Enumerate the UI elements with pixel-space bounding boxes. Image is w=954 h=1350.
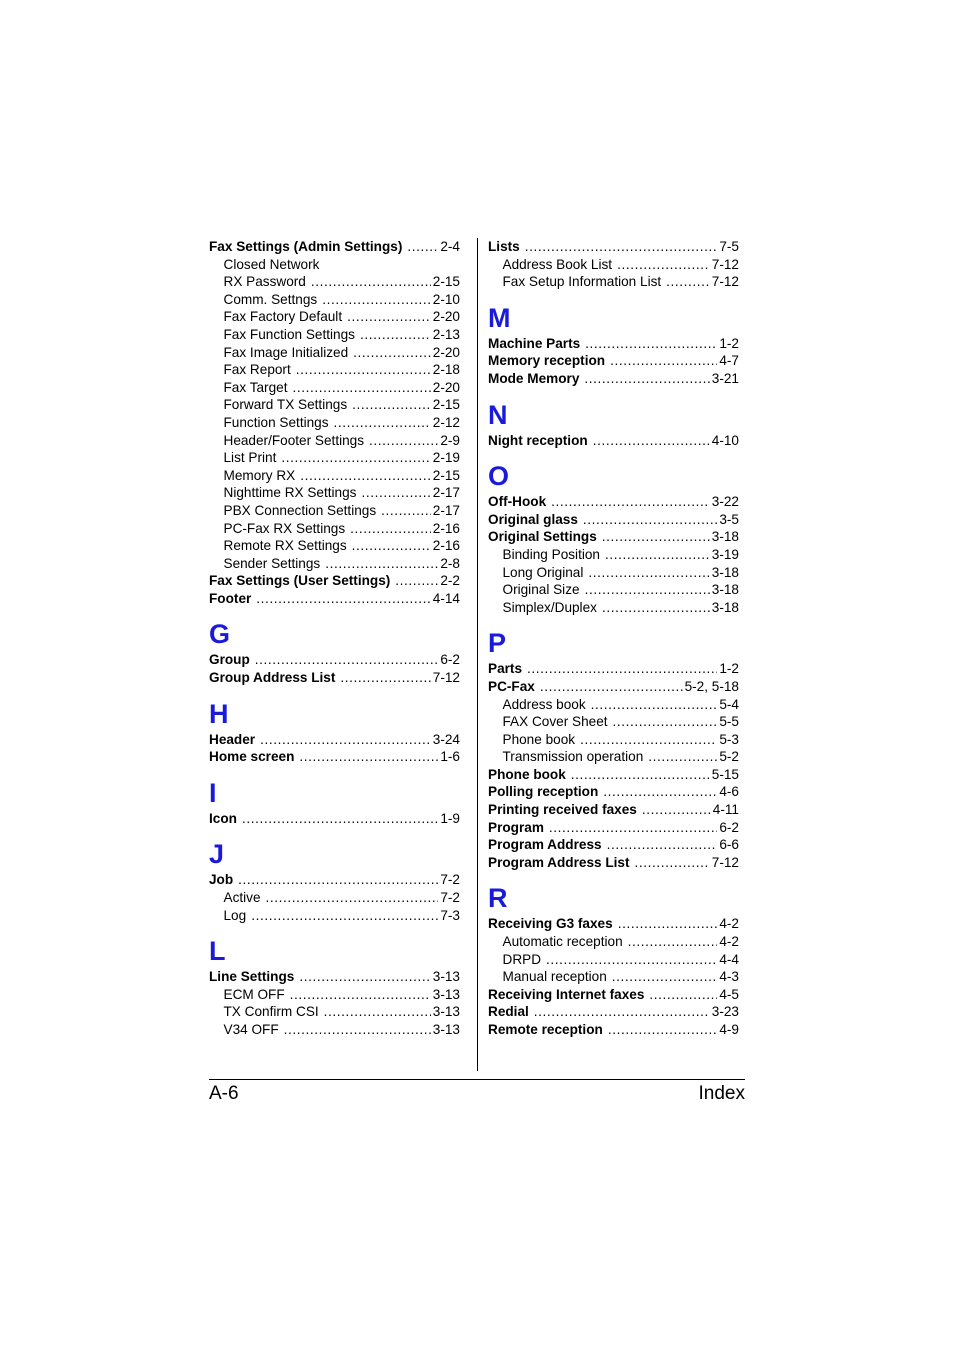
entry-page-ref: 4-6 [719, 784, 739, 800]
entry-term: Binding Position [502, 546, 600, 562]
entry-page-ref: 5-2 [719, 749, 739, 765]
dot-leader [549, 819, 717, 837]
dot-leader [585, 335, 717, 353]
dot-leader [350, 520, 431, 538]
dot-leader [334, 414, 431, 432]
entry-term: Active [223, 890, 261, 906]
entry-page-ref: 3-22 [711, 494, 739, 510]
entry-term: Parts [488, 661, 523, 677]
entry-term: Address book [502, 696, 586, 712]
entry-page-ref: 7-12 [432, 670, 460, 686]
index-entry [488, 238, 739, 256]
dot-leader [369, 432, 438, 450]
index-subentry [488, 256, 739, 274]
entry-page-ref: 2-15 [432, 467, 460, 483]
entry-page-ref: 2-15 [432, 397, 460, 413]
entry-page-ref: 6-2 [719, 819, 739, 835]
index-subentry [488, 599, 739, 617]
entry-term: Lists [488, 239, 520, 254]
dot-leader [340, 669, 430, 687]
entry-page-ref: 2-10 [432, 291, 460, 307]
index-subentry [209, 291, 460, 309]
index-entry [488, 819, 739, 837]
dot-leader [593, 432, 710, 450]
index-entry [488, 528, 739, 546]
entry-page-ref: 2-13 [432, 326, 460, 342]
entry-term: Off-Hook [488, 494, 547, 510]
entry-term: Phone book [502, 731, 576, 747]
index-entry [488, 766, 739, 784]
index-entry [488, 1021, 739, 1039]
entry-term: Simplex/Duplex [502, 599, 597, 615]
dot-leader [299, 748, 438, 766]
entry-page-ref: 7-3 [440, 907, 460, 923]
index-entry [488, 783, 739, 801]
entry-term: Receiving Internet faxes [488, 986, 645, 1002]
index-entry [488, 986, 739, 1004]
index-subentry [209, 520, 460, 538]
dot-leader [284, 1021, 431, 1039]
index-subentry [488, 581, 739, 599]
entry-page-ref: 1-9 [440, 810, 460, 826]
index-subentry [209, 484, 460, 502]
entry-page-ref: 2-20 [432, 344, 460, 360]
entry-term: Phone book [488, 766, 566, 782]
entry-term: Header [209, 731, 256, 747]
entry-term: Remote RX Settings [223, 538, 347, 554]
entry-term: Original Size [502, 582, 580, 598]
dot-leader [648, 748, 717, 766]
dot-leader [361, 484, 430, 502]
entry-term: Fax Settings (User Settings) [209, 573, 391, 589]
entry-page-ref: 2-8 [440, 555, 460, 571]
entry-term: FAX Cover Sheet [502, 714, 608, 730]
dot-leader [584, 370, 709, 388]
index-letter-heading: M [488, 302, 511, 333]
entry-term: Memory reception [488, 353, 606, 369]
entry-term: RX Password [223, 274, 306, 290]
dot-leader [238, 871, 438, 889]
entry-term: TX Confirm CSI [223, 1004, 319, 1020]
index-entry [488, 352, 739, 370]
index-entry [209, 748, 460, 766]
index-subentry [209, 889, 460, 907]
dot-leader [649, 986, 717, 1004]
entry-term: Receiving G3 faxes [488, 916, 613, 932]
entry-page-ref: 2-4 [440, 239, 460, 254]
index-entry [209, 590, 460, 608]
dot-leader [605, 546, 710, 564]
index-entry [488, 432, 739, 450]
entry-term: Address Book List [502, 256, 613, 272]
index-subentry [209, 414, 460, 432]
dot-leader [260, 731, 431, 749]
entry-page-ref: 7-12 [711, 256, 739, 272]
entry-page-ref: 4-9 [719, 1022, 739, 1037]
index-subentry [209, 467, 460, 485]
index-subentry [488, 731, 739, 749]
entry-term: Night reception [488, 432, 588, 448]
entry-term: Home screen [209, 749, 295, 765]
index-entry [488, 801, 739, 819]
entry-term: Automatic reception [502, 934, 623, 950]
entry-term: Icon [209, 810, 237, 826]
index-subentry [209, 326, 460, 344]
entry-page-ref: 3-18 [711, 582, 739, 598]
index-letter-heading: P [488, 628, 507, 659]
index-subentry [209, 449, 460, 467]
entry-term: Forward TX Settings [223, 397, 348, 413]
entry-page-ref: 3-18 [711, 599, 739, 615]
entry-term: PC-Fax RX Settings [223, 520, 346, 536]
entry-page-ref: 4-11 [712, 802, 739, 818]
index-entry [488, 915, 739, 933]
dot-leader [281, 449, 430, 467]
dot-leader [322, 291, 431, 309]
dot-leader [580, 731, 717, 749]
index-letter-heading: L [209, 936, 226, 967]
entry-page-ref: 2-17 [432, 502, 460, 518]
dot-leader [255, 651, 439, 669]
entry-term: Manual reception [502, 969, 607, 985]
dot-leader [642, 801, 711, 819]
entry-page-ref: 4-5 [719, 986, 739, 1002]
dot-leader [608, 1021, 718, 1039]
dot-leader [588, 564, 709, 582]
entry-term: Remote reception [488, 1022, 603, 1037]
entry-page-ref: 2-17 [432, 485, 460, 501]
entry-term: Sender Settings [223, 555, 321, 571]
index-entry [488, 335, 739, 353]
index-subentry [209, 361, 460, 379]
dot-leader [360, 326, 431, 344]
dot-leader [546, 951, 717, 969]
index-subentry [209, 537, 460, 555]
dot-leader [527, 660, 717, 678]
dot-leader [395, 572, 438, 590]
entry-page-ref: 4-14 [432, 590, 460, 606]
entry-page-ref: 7-2 [440, 890, 460, 906]
entry-term: V34 OFF [223, 1022, 279, 1037]
dot-leader [296, 361, 431, 379]
index-entry [209, 669, 460, 687]
entry-page-ref: 3-24 [432, 731, 460, 747]
entry-page-ref: 2-18 [432, 362, 460, 378]
dot-leader [325, 555, 438, 573]
dot-leader [635, 854, 710, 872]
entry-page-ref: 2-15 [432, 274, 460, 290]
entry-page-ref: 2-19 [432, 450, 460, 466]
index-subentry [209, 907, 460, 925]
dot-leader [324, 1003, 431, 1021]
entry-term: List Print [223, 450, 277, 466]
dot-leader [352, 537, 431, 555]
entry-term: Transmission operation [502, 749, 644, 765]
entry-term: Program [488, 819, 544, 835]
entry-page-ref: 3-5 [719, 511, 739, 527]
dot-leader [551, 493, 710, 511]
entry-term: Nighttime RX Settings [223, 485, 357, 501]
entry-page-ref: 3-18 [711, 564, 739, 580]
entry-term: DRPD [502, 951, 542, 967]
index-subentry [209, 396, 460, 414]
entry-term: Fax Setup Information List [502, 274, 662, 290]
footer-page-number: A-6 [209, 1083, 239, 1104]
dot-leader [618, 915, 718, 933]
entry-page-ref: 5-4 [719, 696, 739, 712]
dot-leader [591, 696, 718, 714]
entry-page-ref: 3-18 [711, 529, 739, 545]
index-subentry [488, 696, 739, 714]
entry-term: Original glass [488, 511, 578, 527]
entry-page-ref: 7-12 [711, 274, 739, 290]
index-entry [209, 731, 460, 749]
index-entry [488, 1003, 739, 1021]
entry-term: ECM OFF [223, 986, 285, 1002]
entry-page-ref: 4-3 [719, 969, 739, 985]
index-subentry [209, 379, 460, 397]
dot-leader [628, 933, 718, 951]
entry-page-ref: 1-6 [440, 749, 460, 765]
index-entry [209, 968, 460, 986]
index-subentry [488, 951, 739, 969]
entry-page-ref: 3-19 [711, 546, 739, 562]
footer-rule [209, 1079, 745, 1080]
entry-term: Job [209, 872, 234, 888]
index-entry [209, 651, 460, 669]
index-letter-heading: G [209, 619, 231, 650]
dot-leader [602, 599, 710, 617]
index-entry [209, 871, 460, 889]
dot-leader [407, 238, 438, 256]
dot-leader [299, 968, 430, 986]
dot-leader [610, 352, 717, 370]
entry-page-ref: 5-3 [719, 731, 739, 747]
entry-term: Memory RX [223, 467, 296, 483]
dot-leader [612, 968, 718, 986]
entry-term: Redial [488, 1004, 529, 1020]
dot-leader [666, 273, 710, 291]
entry-term: Group Address List [209, 670, 336, 686]
entry-term: Footer [209, 590, 252, 606]
index-entry [488, 836, 739, 854]
entry-term: Fax Target [223, 379, 288, 395]
index-entry [488, 370, 739, 388]
dot-leader [571, 766, 710, 784]
index-entry [488, 678, 739, 696]
dot-leader [256, 590, 430, 608]
dot-leader [266, 889, 439, 907]
index-letter-heading: J [209, 839, 225, 870]
dot-leader [242, 810, 438, 828]
entry-page-ref: 3-23 [711, 1004, 739, 1020]
entry-term: Fax Factory Default [223, 309, 343, 325]
dot-leader [607, 836, 718, 854]
entry-page-ref: 1-2 [719, 661, 739, 677]
dot-leader [617, 256, 710, 274]
entry-page-ref: 2-20 [432, 309, 460, 325]
entry-page-ref: 2-12 [432, 414, 460, 430]
entry-term: Machine Parts [488, 335, 581, 351]
entry-term: Original Settings [488, 529, 597, 545]
entry-term: Log [223, 907, 247, 923]
dot-leader [292, 379, 430, 397]
entry-page-ref: 7-5 [719, 239, 739, 254]
dot-leader [300, 467, 431, 485]
entry-term: PBX Connection Settings [223, 502, 377, 518]
entry-page-ref: 6-6 [719, 837, 739, 853]
index-column-right [488, 238, 739, 1039]
index-subentry [488, 273, 739, 291]
entry-term: Polling reception [488, 784, 599, 800]
entry-page-ref: 3-13 [432, 1004, 460, 1020]
index-subentry [488, 933, 739, 951]
dot-leader [585, 581, 710, 599]
index-subentry [209, 1021, 460, 1039]
dot-leader [352, 396, 431, 414]
index-letter-heading: O [488, 461, 510, 492]
entry-term: Printing received faxes [488, 802, 637, 818]
entry-term: Fax Function Settings [223, 326, 355, 342]
entry-page-ref: 7-2 [440, 872, 460, 888]
dot-leader [311, 273, 431, 291]
index-entry [488, 854, 739, 872]
entry-page-ref: 2-2 [440, 573, 460, 589]
entry-page-ref: 4-7 [719, 353, 739, 369]
entry-page-ref: 5-2, 5-18 [684, 678, 739, 694]
dot-leader [353, 344, 431, 362]
entry-page-ref: 3-21 [711, 370, 739, 386]
entry-page-ref: 5-5 [719, 714, 739, 730]
dot-leader [525, 238, 718, 256]
entry-term: Program Address [488, 837, 602, 853]
index-subentry [488, 968, 739, 986]
entry-term: Fax Settings (Admin Settings) [209, 239, 403, 254]
index-subentry [488, 546, 739, 564]
entry-term: Group [209, 652, 250, 668]
dot-leader [347, 308, 431, 326]
entry-term: Header/Footer Settings [223, 432, 365, 448]
entry-page-ref: 4-2 [719, 934, 739, 950]
entry-term: Comm. Settngs [223, 291, 318, 307]
entry-term: Closed Network [223, 256, 320, 272]
dot-leader [613, 713, 718, 731]
dot-leader [381, 502, 431, 520]
index-subentry [209, 308, 460, 326]
dot-leader [251, 907, 438, 925]
entry-page-ref: 6-2 [440, 652, 460, 668]
index-subentry [209, 344, 460, 362]
entry-page-ref: 2-16 [432, 520, 460, 536]
entry-term: Function Settings [223, 414, 329, 430]
entry-term: Mode Memory [488, 370, 580, 386]
dot-leader [534, 1003, 710, 1021]
index-entry [209, 238, 460, 256]
index-subentry [209, 555, 460, 573]
index-letter-heading: R [488, 883, 508, 914]
dot-leader [583, 511, 717, 529]
dot-leader [290, 986, 431, 1004]
index-subentry [209, 502, 460, 520]
dot-leader [602, 528, 710, 546]
entry-page-ref: 7-12 [711, 854, 739, 870]
index-subentry [488, 713, 739, 731]
footer-section-title: Index [698, 1083, 745, 1104]
index-entry [488, 493, 739, 511]
entry-page-ref: 2-20 [432, 379, 460, 395]
entry-page-ref: 5-15 [711, 766, 739, 782]
entry-page-ref: 3-13 [432, 969, 460, 985]
index-subentry [209, 986, 460, 1004]
index-entry [488, 511, 739, 529]
entry-page-ref: 2-16 [432, 538, 460, 554]
index-subentry [209, 256, 460, 274]
entry-term: Program Address List [488, 854, 630, 870]
index-letter-heading: I [209, 777, 217, 808]
index-column-left [209, 238, 460, 1039]
index-subentry [209, 1003, 460, 1021]
entry-page-ref: 2-9 [440, 432, 460, 448]
index-entry [488, 660, 739, 678]
entry-term: Line Settings [209, 969, 295, 985]
index-subentry [488, 564, 739, 582]
index-entry [209, 810, 460, 828]
entry-page-ref: 3-13 [432, 1022, 460, 1037]
dot-leader [540, 678, 683, 696]
index-entry [209, 572, 460, 590]
entry-page-ref: 3-13 [432, 986, 460, 1002]
entry-page-ref: 4-10 [711, 432, 739, 448]
entry-page-ref: 4-4 [719, 951, 739, 967]
dot-leader [603, 783, 717, 801]
entry-page-ref: 4-2 [719, 916, 739, 932]
index-letter-heading: N [488, 399, 508, 430]
index-subentry [209, 432, 460, 450]
column-divider [477, 238, 478, 1071]
index-letter-heading: H [209, 698, 229, 729]
entry-term: Fax Image Initialized [223, 344, 349, 360]
entry-page-ref: 1-2 [719, 335, 739, 351]
index-subentry [209, 273, 460, 291]
entry-term: Long Original [502, 564, 584, 580]
entry-term: Fax Report [223, 362, 291, 378]
index-subentry [488, 748, 739, 766]
entry-term: PC-Fax [488, 678, 535, 694]
